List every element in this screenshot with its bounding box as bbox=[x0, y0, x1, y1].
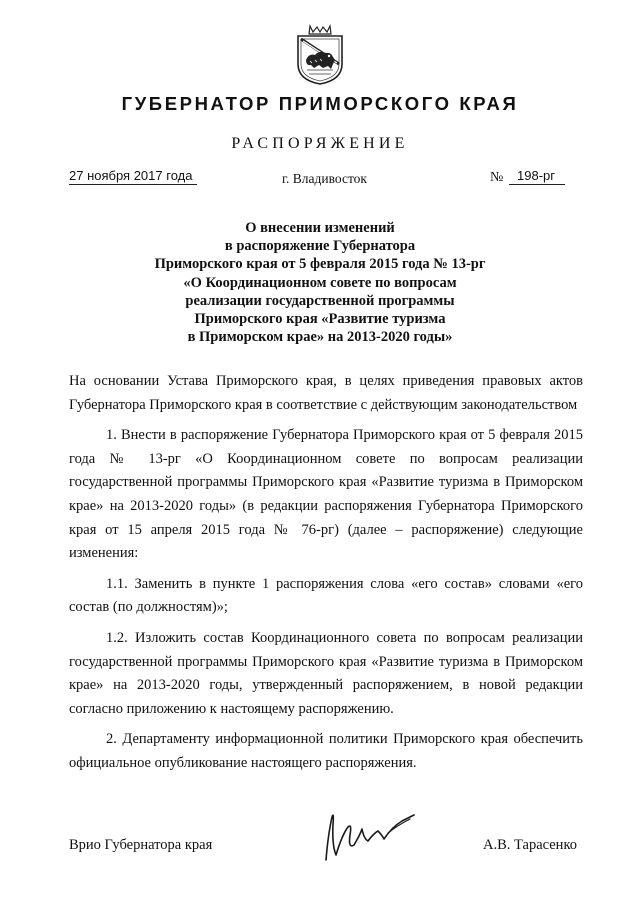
handwritten-signature-icon bbox=[318, 805, 428, 867]
title-line: «О Координационном совете по вопросам bbox=[183, 274, 457, 291]
title-line: Приморского края от 5 февраля 2015 года № 13-рг bbox=[154, 256, 486, 273]
title-line: в Приморском крае» на 2013-2020 годы» bbox=[187, 329, 453, 346]
title-line: Приморского края «Развитие туризма bbox=[194, 311, 446, 328]
document-number-label: № bbox=[490, 170, 504, 185]
title-line: О внесении изменений bbox=[245, 220, 395, 236]
document-date: 27 ноября 2017 года bbox=[69, 168, 197, 185]
document-city: г. Владивосток bbox=[282, 171, 367, 186]
clause-1: 1. Внести в распоряжение Губернатора Приморского края от 5 февраля 2015 года № 13-рг «О Координационном совете по вопросам реализации государственной программы Приморского края «Развитие туризма в Приморском крае» на 2013-2020 годы» (в редакции распоряжения Губернатора Приморского края от 15 апреля 2015 года № 76-рг) (далее – распоряжение) следующие изменения: bbox=[69, 427, 583, 562]
document-body bbox=[69, 370, 583, 783]
title-line: в распоряжение Губернатора bbox=[224, 238, 416, 255]
title-line: реализации государственной программы bbox=[185, 292, 455, 309]
signatory-position: Врио Губернатора края bbox=[69, 837, 213, 853]
clause-1-2: 1.2. Изложить состав Координационного совета по вопросам реализации государственной программы Приморского края «Развитие туризма в Приморском крае» на 2013-2020 годы, утвержденный распоряжением, в новой редакции согласно приложению к настоящему распоряжению. bbox=[69, 629, 583, 717]
document-number: 198-рг bbox=[509, 168, 565, 185]
coat-of-arms-icon bbox=[293, 22, 347, 86]
preamble-paragraph: На основании Устава Приморского края, в целях приведения правовых актов Губернатора Приморского края в соответствие с действующим законодательством bbox=[69, 373, 583, 413]
document-type: РАСПОРЯЖЕНИЕ bbox=[231, 135, 409, 152]
document-title bbox=[0, 219, 640, 346]
clause-1-1: 1.1. Заменить в пункте 1 распоряжения слова «его состав» словами «его состав (по должностям)»; bbox=[69, 575, 583, 616]
clause-2: 2. Департаменту информационной политики Приморского края обеспечить официальное опубликование настоящего распоряжения. bbox=[69, 731, 583, 771]
issuing-authority: ГУБЕРНАТОР ПРИМОРСКОГО КРАЯ bbox=[121, 93, 519, 114]
signatory-name: А.В. Тарасенко bbox=[483, 837, 578, 853]
